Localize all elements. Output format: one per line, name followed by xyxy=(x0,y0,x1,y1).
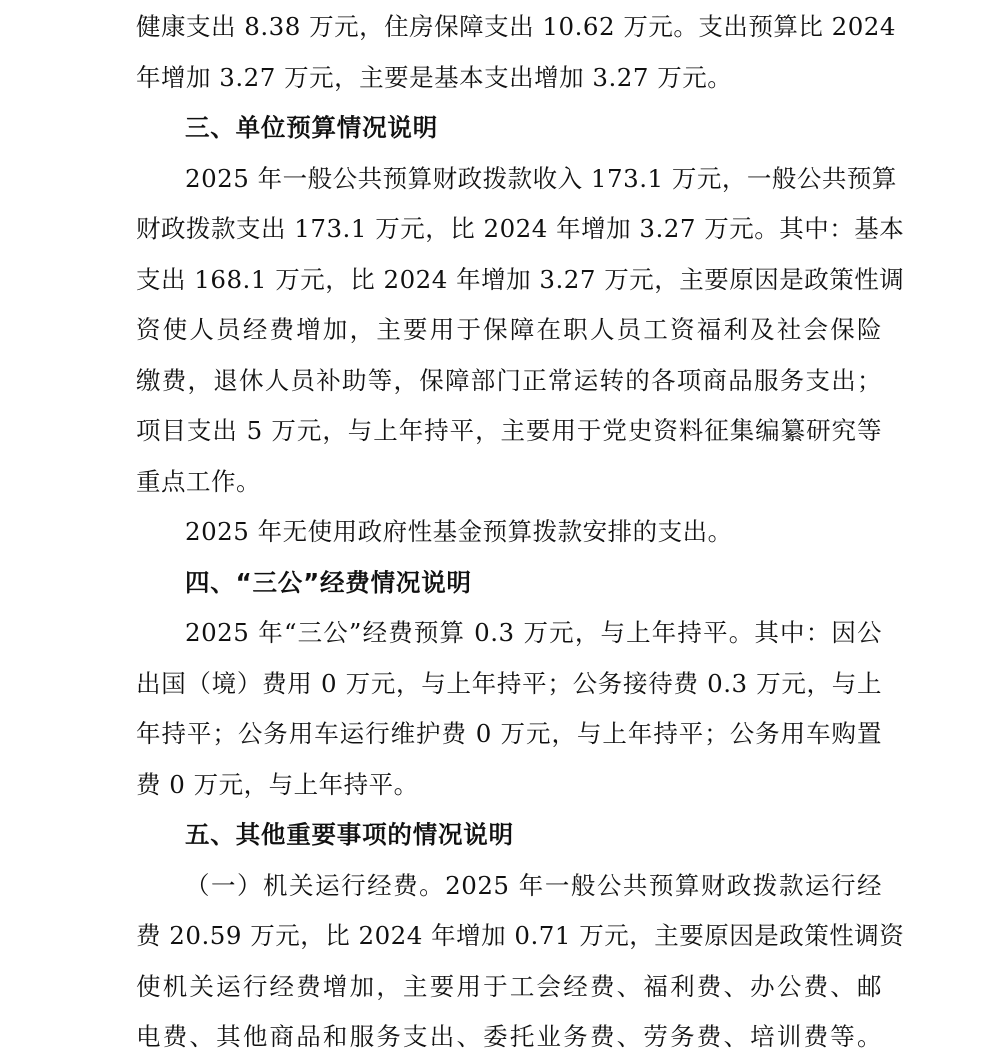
text-line: 资使人员经费增加，主要用于保障在职人员工资福利及社会保险 xyxy=(136,315,882,344)
text-line: 健康支出 8.38 万元，住房保障支出 10.62 万元。支出预算比 2024 xyxy=(136,12,896,41)
text-line: 财政拨款支出 173.1 万元，比 2024 年增加 3.27 万元。其中：基本 xyxy=(136,214,905,243)
text-line: 年持平；公务用车运行维护费 0 万元，与上年持平；公务用车购置 xyxy=(136,719,882,748)
text-line: 重点工作。 xyxy=(136,466,261,496)
text-line: 2025 年一般公共预算财政拨款收入 173.1 万元，一般公共预算 xyxy=(185,163,897,193)
text-line: 缴费，退休人员补助等，保障部门正常运转的各项商品服务支出； xyxy=(136,365,882,395)
text-line: 2025 年无使用政府性基金预算拨款安排的支出。 xyxy=(185,517,733,546)
text-line: 费 0 万元，与上年持平。 xyxy=(136,769,419,799)
text-line: 支出 168.1 万元，比 2024 年增加 3.27 万元，主要原因是政策性调 xyxy=(136,264,905,294)
section-heading-5: 五、其他重要事项的情况说明 xyxy=(185,820,514,849)
section-heading-3: 三、单位预算情况说明 xyxy=(185,113,438,142)
text-line: 使机关运行经费增加，主要用于工会经费、福利费、办公费、邮 xyxy=(136,971,882,1001)
text-line: 出国（境）费用 0 万元，与上年持平；公务接待费 0.3 万元，与上 xyxy=(136,668,882,698)
text-line: （一）机关运行经费。2025 年一般公共预算财政拨款运行经 xyxy=(185,870,882,900)
text-line: 费 20.59 万元，比 2024 年增加 0.71 万元，主要原因是政策性调资 xyxy=(136,921,905,950)
text-line: 项目支出 5 万元，与上年持平，主要用于党史资料征集编纂研究等 xyxy=(136,416,882,445)
text-line: 2025 年“三公”经费预算 0.3 万元，与上年持平。其中：因公 xyxy=(185,618,882,647)
document-page xyxy=(136,0,905,1063)
text-line: 年增加 3.27 万元，主要是基本支出增加 3.27 万元。 xyxy=(136,62,733,92)
text-line: 电费、其他商品和服务支出、委托业务费、劳务费、培训费等。 xyxy=(136,1022,882,1051)
section-heading-4: 四、“三公”经费情况说明 xyxy=(185,567,472,597)
